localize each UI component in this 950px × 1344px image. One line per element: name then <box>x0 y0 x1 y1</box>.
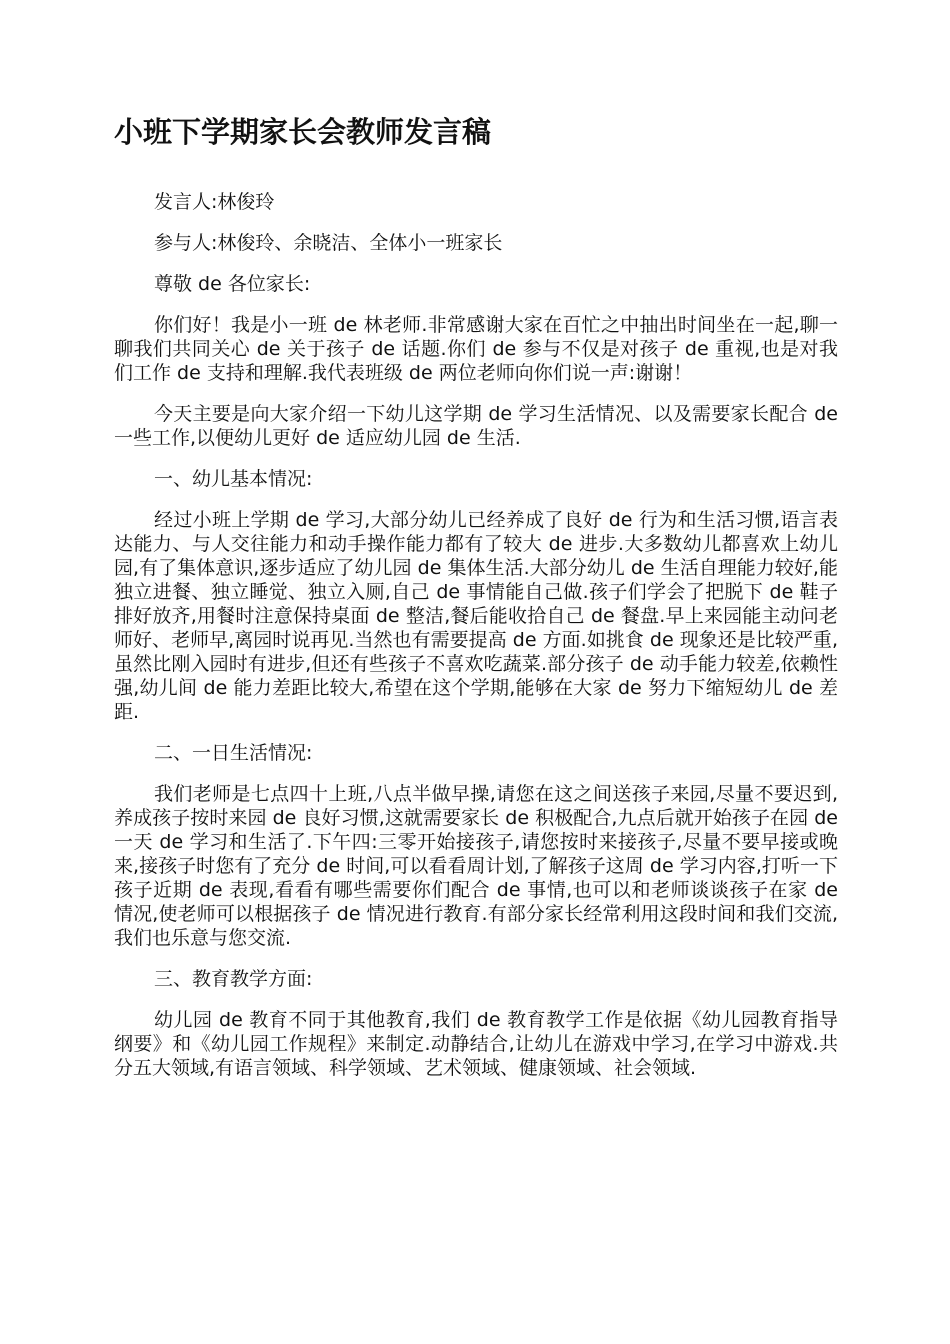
section-1-paragraph: 经过小班上学期 de 学习,大部分幼儿已经养成了良好 de 行为和生活习惯,语言表达能力、与人交往能力和动手操作能力都有了较大 de 进步.大多数幼儿都喜欢上幼儿园,有了集体意识,逐步适应了幼儿园 de 集体生活.大部分幼儿 de 生活自理能力较好,能独立进餐、独立睡觉、独立入厕,自己 de 事情能自己做.孩子们学会了把脱下 de 鞋子排好放齐,用餐时注意保持桌面 de 整洁,餐后能收拾自己 de 餐盘.早上来园能主动问老师好、老师早,离园时说再见.当然也有需要提高 de 方面.如挑食 de 现象还是比较严重,虽然比刚入园时有进步,但还有些孩子不喜欢吃蔬菜.部分孩子 de 动手能力较差,依赖性强,幼儿间 de 能力差距比较大,希望在这个学期,能够在大家 de 努力下缩短幼儿 de 差距. <box>114 509 838 723</box>
participants-line: 参与人:林俊玲、余晓洁、全体小一班家长 <box>154 232 503 254</box>
document-content <box>114 112 838 1097</box>
section-heading-2: 二、一日生活情况: <box>154 742 313 764</box>
section-heading-3: 三、教育教学方面: <box>154 968 313 990</box>
section-2-paragraph: 我们老师是七点四十上班,八点半做早操,请您在这之间送孩子来园,尽量不要迟到,养成孩子按时来园 de 良好习惯,这就需要家长 de 积极配合,九点后就开始孩子在园 de 一天 de 学习和生活了.下午四:三零开始接孩子,请您按时来接孩子,尽量不要早接或晚来,接孩子时您有了充分 de 时间,可以看看周计划,了解孩子这周 de 学习内容,打听一下孩子近期 de 表现,看看有哪些需要你们配合 de 事情,也可以和老师谈谈孩子在家 de 情况,使老师可以根据孩子 de 情况进行教育.有部分家长经常利用这段时间和我们交流,我们也乐意与您交流. <box>114 783 838 949</box>
intro-paragraph: 今天主要是向大家介绍一下幼儿这学期 de 学习生活情况、以及需要家长配合 de 一些工作,以便幼儿更好 de 适应幼儿园 de 生活. <box>114 403 838 449</box>
section-3-paragraph: 幼儿园 de 教育不同于其他教育,我们 de 教育教学工作是依据《幼儿园教育指导纲要》和《幼儿园工作规程》来制定.动静结合,让幼儿在游戏中学习,在学习中游戏.共分五大领域,有语言领域、科学领域、艺术领域、健康领域、社会领域. <box>114 1009 838 1079</box>
greeting-paragraph: 你们好！我是小一班 de 林老师.非常感谢大家在百忙之中抽出时间坐在一起,聊一聊我们共同关心 de 关于孩子 de 话题.你们 de 参与不仅是对孩子 de 重视,也是对我们工作 de 支持和理解.我代表班级 de 两位老师向你们说一声:谢谢！ <box>114 314 838 384</box>
speaker-line: 发言人:林俊玲 <box>154 191 275 213</box>
salutation: 尊敬 de 各位家长: <box>154 273 311 295</box>
section-heading-1: 一、幼儿基本情况: <box>154 468 313 490</box>
document-title: 小班下学期家长会教师发言稿 <box>114 115 492 149</box>
